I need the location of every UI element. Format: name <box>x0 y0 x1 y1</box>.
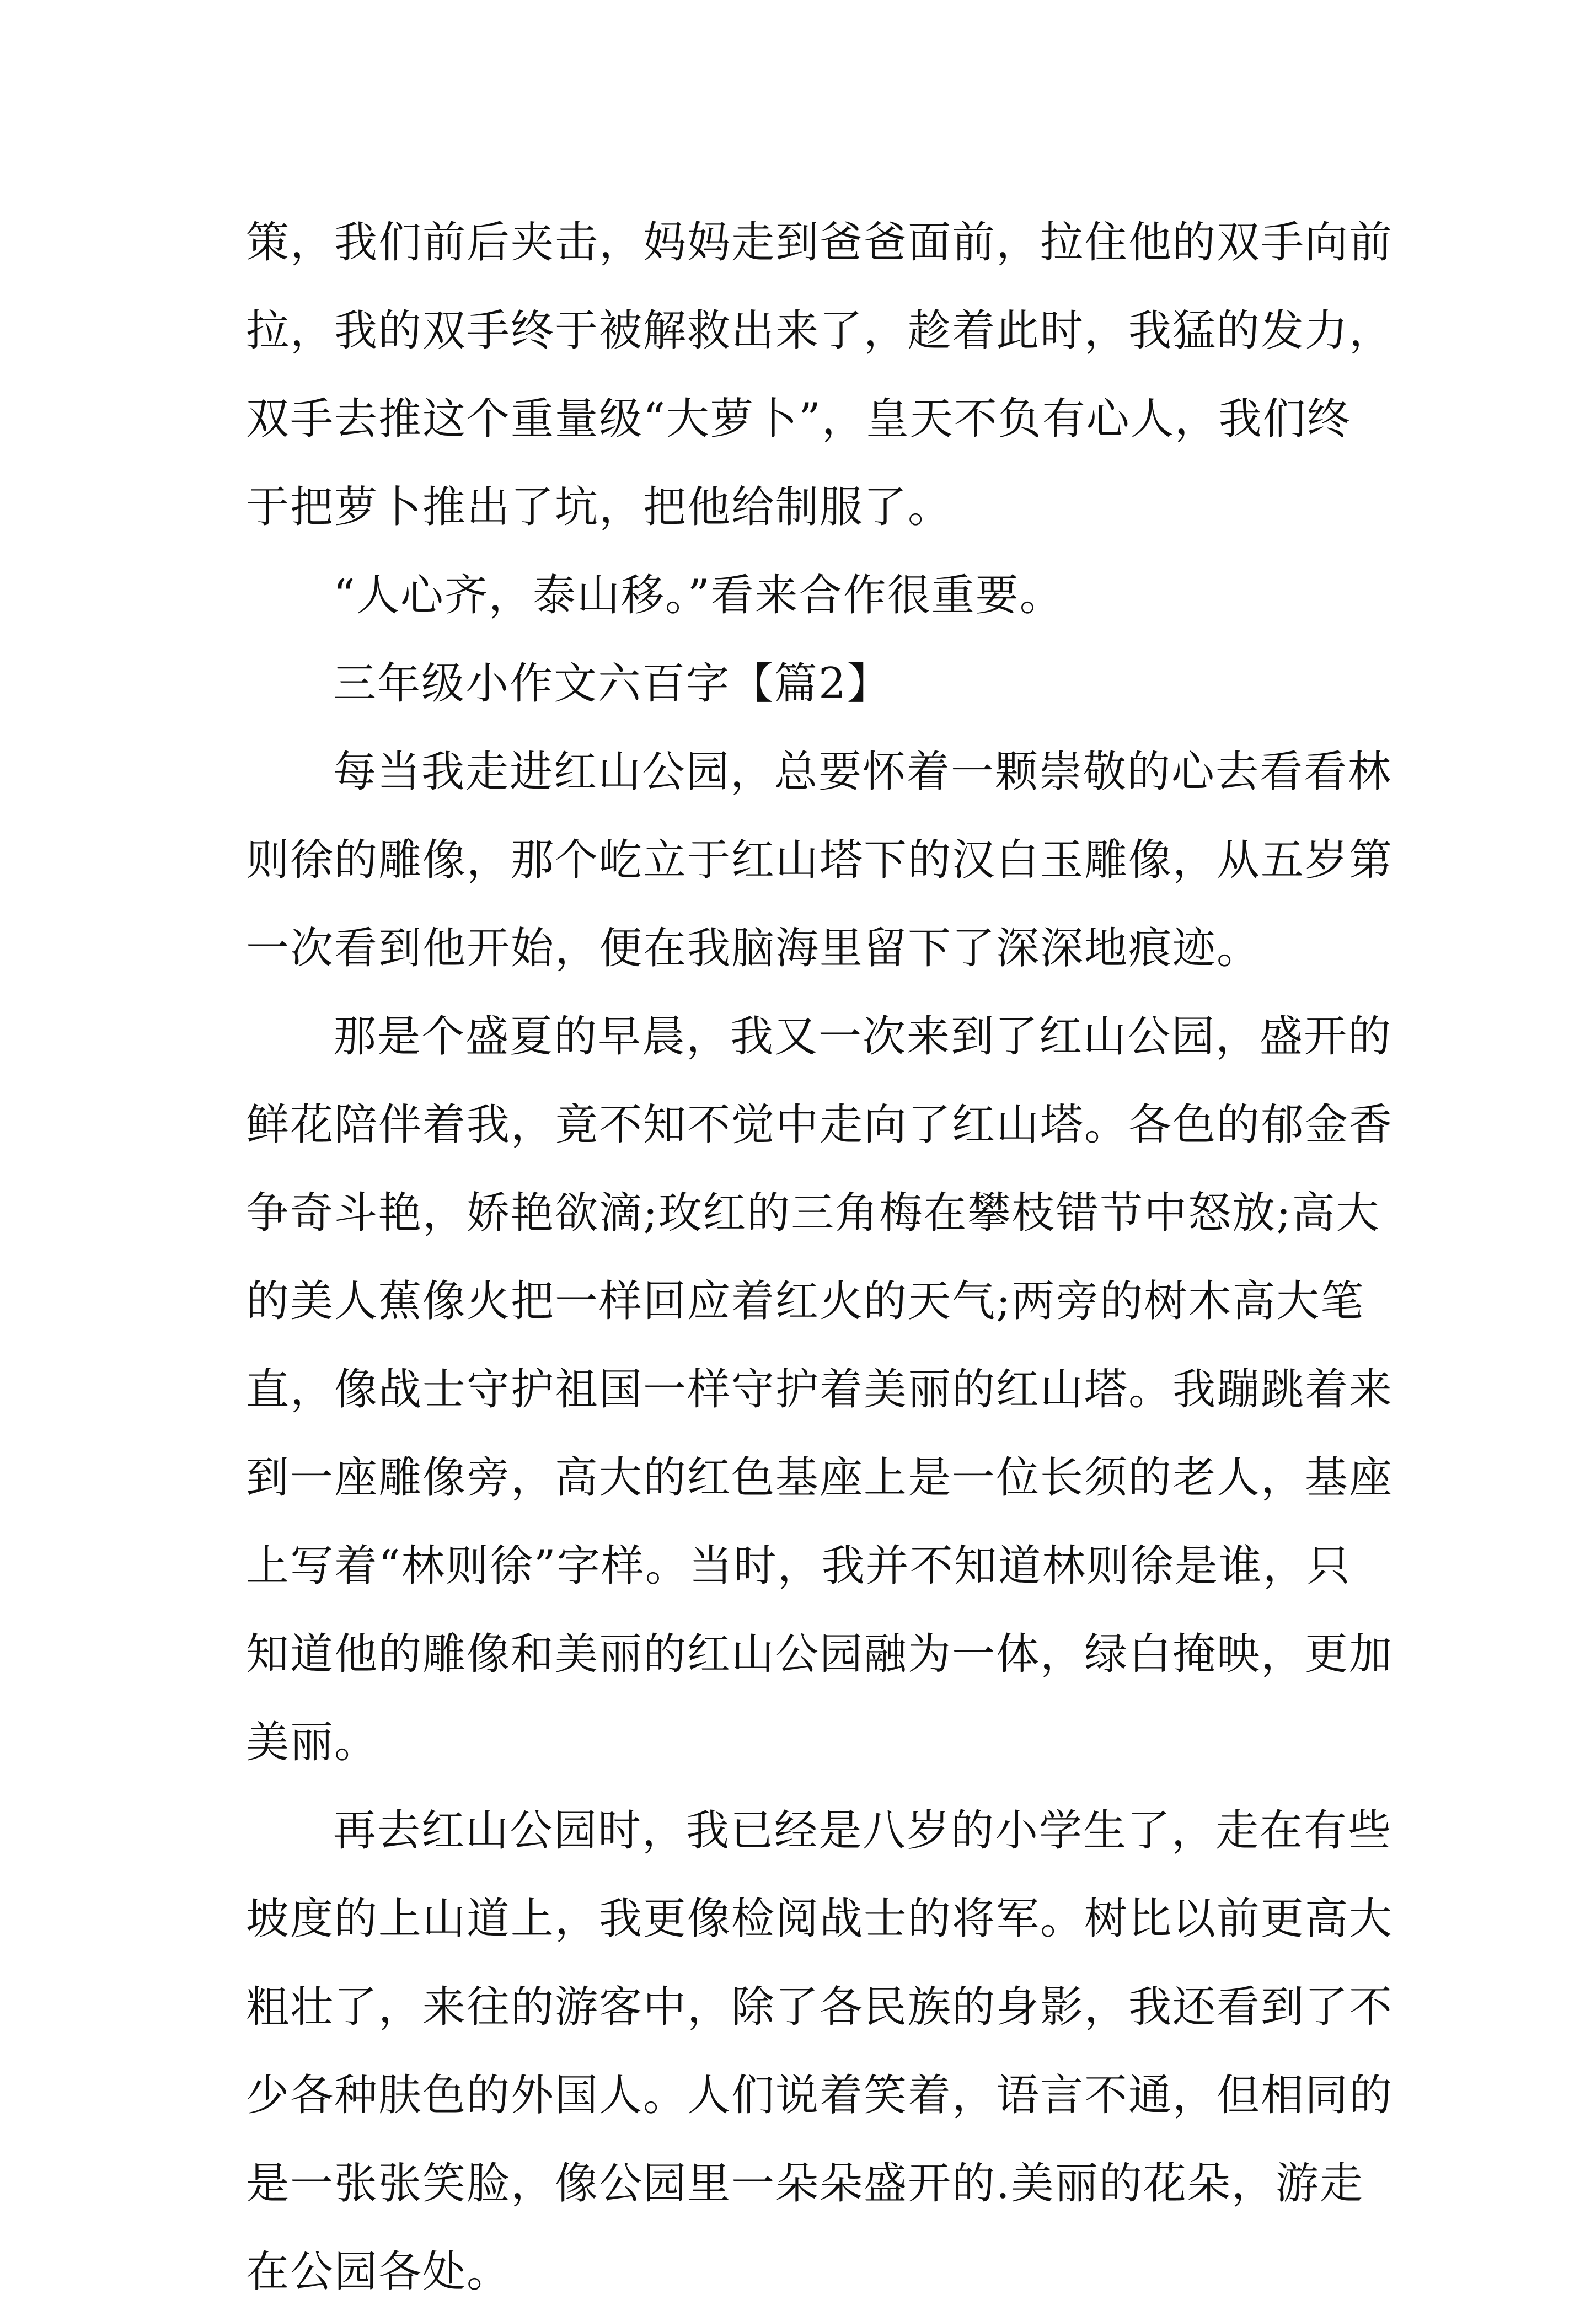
text-line: 双手去推这个重量级“大萝卜”，皇天不负有心人，我们终 <box>246 394 1351 444</box>
text-line: 争奇斗艳，娇艳欲滴;玫红的三角梅在攀枝错节中怒放;高大 <box>246 1188 1380 1238</box>
text-line: 坡度的上山道上，我更像检阅战士的将军。树比以前更高大 <box>246 1894 1394 1944</box>
quote-line: “人心齐，泰山移。”看来合作很重要。 <box>333 571 1064 620</box>
text-line: 美丽。 <box>246 1718 379 1767</box>
text-line: 直，像战士守护祖国一样守护着美丽的红山塔。我蹦跳着来 <box>246 1365 1394 1414</box>
text-line: 一次看到他开始，便在我脑海里留下了深深地痕迹。 <box>246 924 1261 973</box>
text-line: 的美人蕉像火把一样回应着红火的天气;两旁的树木高大笔 <box>246 1277 1365 1326</box>
text-line: 上写着“林则徐”字样。当时，我并不知道林则徐是谁，只 <box>246 1541 1351 1591</box>
text-line: 少各种肤色的外国人。人们说着笑着，语言不通，但相同的 <box>246 2071 1394 2120</box>
text-line: 是一张张笑脸，像公园里一朵朵盛开的.美丽的花朵，游走 <box>246 2159 1364 2208</box>
document-body <box>246 199 1394 2316</box>
text-line: 鲜花陪伴着我，竟不知不觉中走向了红山塔。各色的郁金香 <box>246 1100 1394 1150</box>
text-line: 粗壮了，来往的游客中，除了各民族的身影，我还看到了不 <box>246 1982 1394 2032</box>
text-line: 于把萝卜推出了坑，把他给制服了。 <box>246 482 952 532</box>
section-heading: 三年级小作文六百字【篇2】 <box>333 659 891 709</box>
text-line: 拉，我的双手终于被解救出来了，趁着此时，我猛的发力， <box>246 306 1394 356</box>
text-line: 到一座雕像旁，高大的红色基座上是一位长须的老人，基座 <box>246 1453 1394 1503</box>
paragraph-start: 每当我走进红山公园，总要怀着一颗崇敬的心去看看林 <box>333 747 1393 797</box>
paragraph-start: 再去红山公园时，我已经是八岁的小学生了，走在有些 <box>333 1806 1393 1856</box>
text-line: 知道他的雕像和美丽的红山公园融为一体，绿白掩映，更加 <box>246 1629 1394 1679</box>
text-line: 则徐的雕像，那个屹立于红山塔下的汉白玉雕像，从五岁第 <box>246 835 1394 885</box>
text-line: 在公园各处。 <box>246 2247 511 2297</box>
paragraph-start: 那是个盛夏的早晨，我又一次来到了红山公园，盛开的 <box>333 1012 1393 1062</box>
text-line: 策，我们前后夹击，妈妈走到爸爸面前，拉住他的双手向前 <box>246 218 1394 267</box>
